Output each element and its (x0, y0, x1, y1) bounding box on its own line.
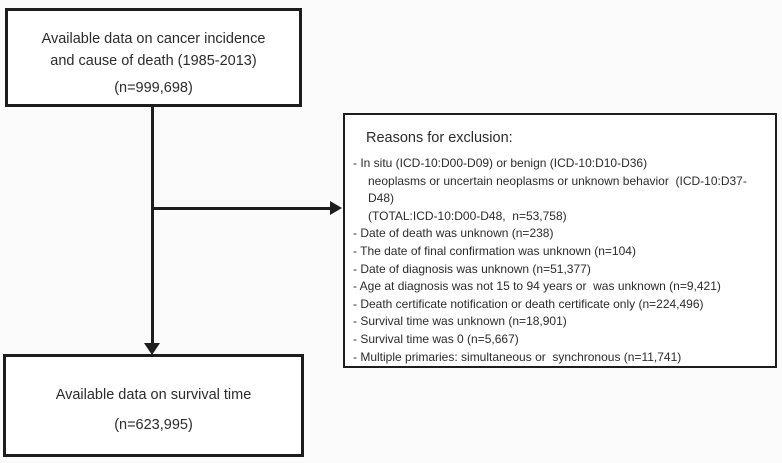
arrow-right-icon (330, 201, 342, 215)
top-box-cancer-incidence (5, 8, 302, 107)
top-box-n-value: (n=999,698) (114, 80, 193, 96)
exclusion-line: - Age at diagnosis was not 15 to 94 years or was unknown (n=9,421) (353, 279, 721, 294)
exclusion-heading: Reasons for exclusion: (366, 130, 513, 146)
bottom-box-n-value: (n=623,995) (114, 417, 193, 433)
exclusion-line: - The date of final confirmation was unknown (n=104) (353, 243, 636, 258)
exclusion-box (343, 113, 777, 368)
exclusion-line: neoplasms or uncertain neoplasms or unknown behavior (ICD-10:D37-D48) (368, 173, 747, 206)
exclusion-line: (TOTAL:ICD-10:D00-D48, n=53,758) (368, 208, 567, 223)
exclusion-line: - Death certificate notification or death certificate only (n=224,496) (353, 296, 704, 311)
exclusion-line: - In situ (ICD-10:D00-D09) or benign (ICD-10:D10-D36) (353, 156, 648, 170)
exclusion-line: - Date of diagnosis was unknown (n=51,377) (353, 261, 591, 276)
bottom-box-title: Available data on survival time (55, 387, 252, 403)
connector-vertical-line (151, 107, 154, 345)
exclusion-line: - Multiple primaries: simultaneous or synchronous (n=11,741) (353, 349, 682, 364)
connector-horizontal-line (152, 207, 331, 210)
exclusion-line: - Survival time was unknown (n=18,901) (353, 314, 567, 329)
exclusion-line: - Date of death was unknown (n=238) (353, 226, 554, 241)
bottom-box-survival-time (3, 354, 304, 457)
top-box-title-line1: Available data on cancer incidence (41, 31, 266, 47)
exclusion-line: - Survival time was 0 (n=5,667) (353, 331, 519, 346)
top-box-title-line2: and cause of death (1985-2013) (50, 53, 257, 69)
